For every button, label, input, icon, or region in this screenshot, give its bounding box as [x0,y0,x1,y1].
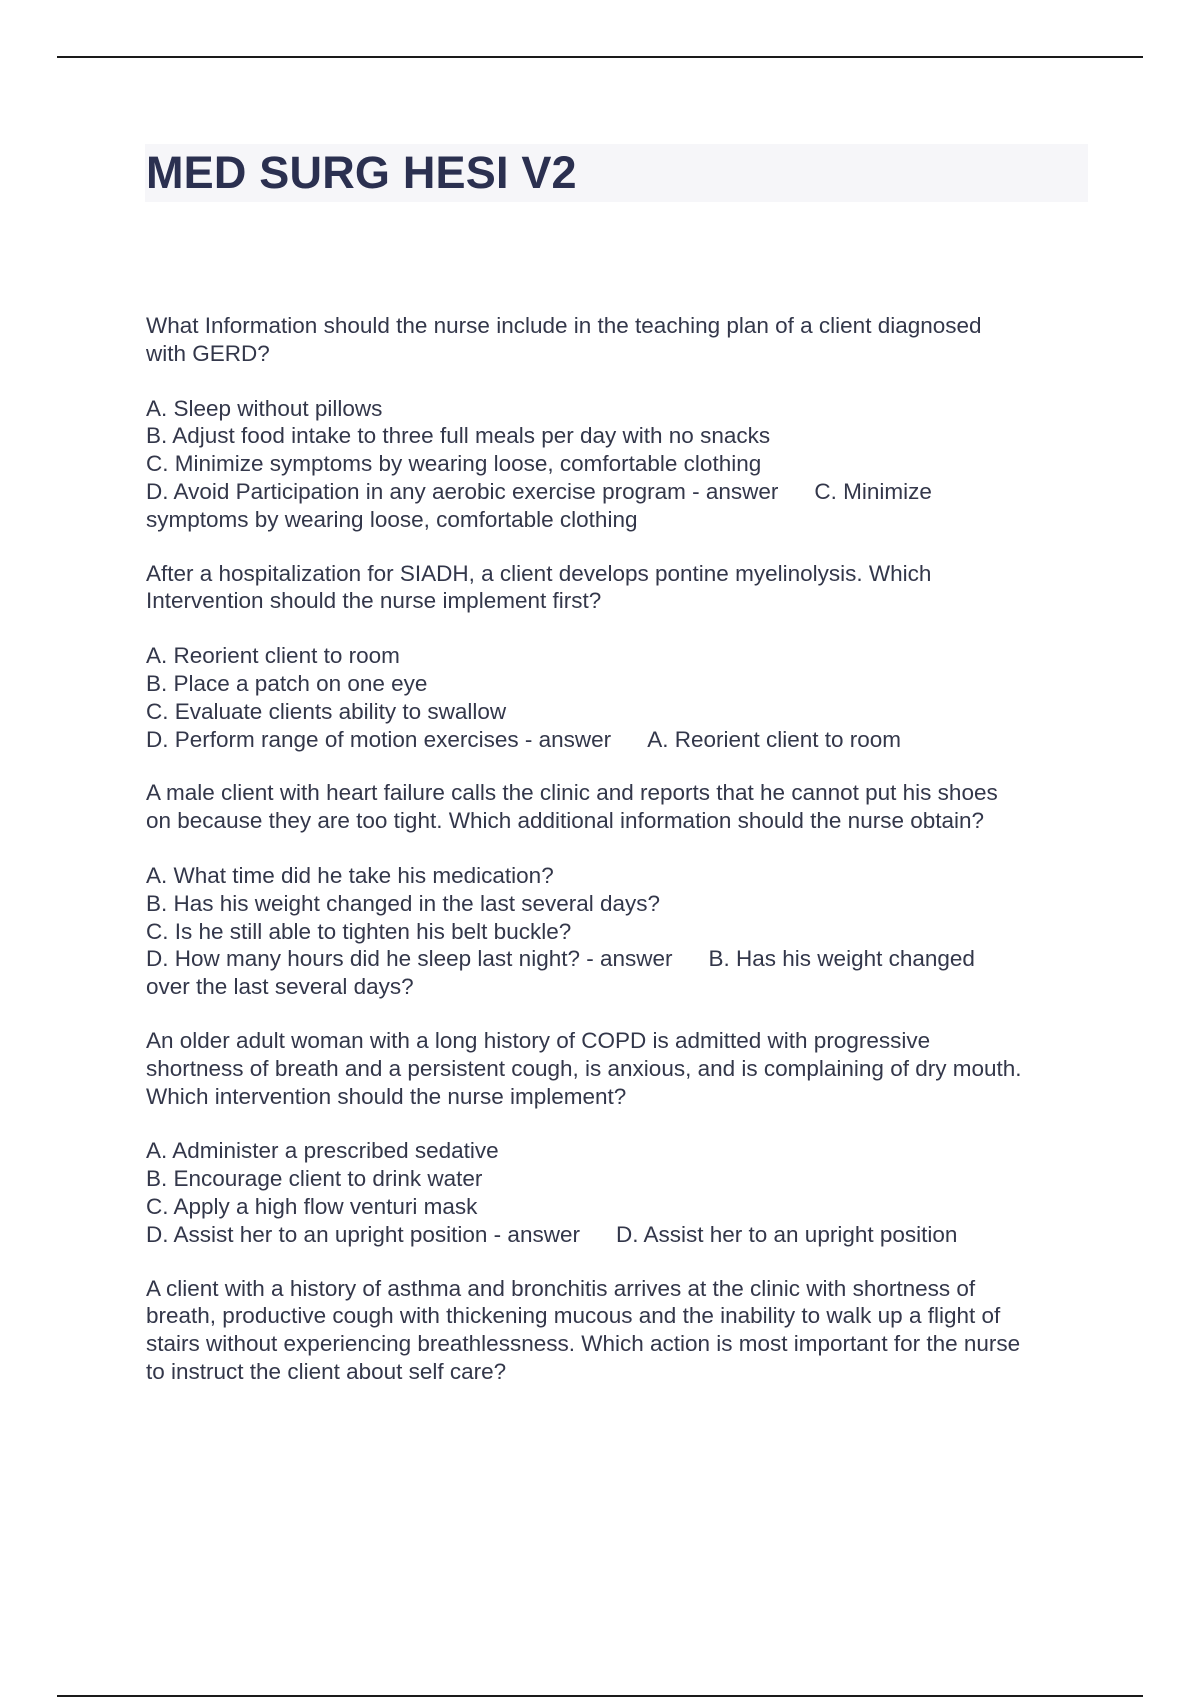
question-text: An older adult woman with a long history of COPD is admitted with progressive shortness of breath and a persistent cough, is anxious, and is complaining of dry mouth. Which intervention should the nurse implement? [146,1027,1022,1109]
answer-continuation: symptoms by wearing loose, comfortable clothing [146,506,638,532]
bottom-rule [57,1695,1143,1697]
question-text: A male client with heart failure calls the clinic and reports that he cannot put his shoes on because they are too tight. Which additional information should the nurse obtain? [146,780,998,834]
option-d: D. Perform range of motion exercises - answer [146,726,612,752]
option-list [146,862,1096,1001]
option-c: C. Minimize symptoms by wearing loose, comfortable clothing [146,451,762,477]
option-a: A. Reorient client to room [146,643,400,669]
answer-text: C. Minimize [814,478,932,504]
option-b: B. Adjust food intake to three full meals per day with no snacks [146,423,771,449]
option-c: C. Is he still able to tighten his belt buckle? [146,918,572,944]
top-rule [57,56,1143,58]
option-d-with-answer [146,1221,1096,1249]
option-d-with-answer [146,478,1096,506]
answer-continuation: over the last several days? [146,974,414,1000]
option-list [146,642,1096,753]
option-c: C. Evaluate clients ability to swallow [146,698,507,724]
option-b: B. Has his weight changed in the last several days? [146,890,661,916]
document-body [146,312,1096,1413]
answer-text: A. Reorient client to room [647,726,902,752]
answer-text: B. Has his weight changed [708,946,975,972]
option-b: B. Encourage client to drink water [146,1166,483,1192]
option-d: D. Assist her to an upright position - answer [146,1221,580,1247]
option-a: A. Sleep without pillows [146,395,383,421]
option-d: D. Avoid Participation in any aerobic exercise program - answer [146,478,779,504]
option-d: D. How many hours did he sleep last night? - answer [146,946,673,972]
option-d-with-answer [146,726,1096,754]
question-block-4 [146,1027,1096,1249]
document-title: MED SURG HESI V2 [146,147,577,198]
question-text: After a hospitalization for SIADH, a client develops pontine myelinolysis. Which Intervention should the nurse implement first? [146,560,932,614]
question-block-3 [146,779,1096,1001]
question-block-5 [146,1275,1096,1386]
question-text: A client with a history of asthma and bronchitis arrives at the clinic with shortness of breath, productive cough with thickening mucous and the inability to walk up a flight of stairs without experiencing breathlessness. Which action is most important for the nurse to instruct the client about self care? [146,1275,1021,1384]
option-a: A. Administer a prescribed sedative [146,1138,499,1164]
question-text: What Information should the nurse include in the teaching plan of a client diagnosed with GERD? [146,313,982,366]
answer-text: D. Assist her to an upright position [615,1221,958,1247]
option-c: C. Apply a high flow venturi mask [146,1193,478,1219]
option-list [146,395,1096,534]
option-b: B. Place a patch on one eye [146,670,428,696]
option-d-with-answer [146,945,1096,973]
option-a: A. What time did he take his medication? [146,862,554,888]
option-list [146,1137,1096,1248]
question-block-2 [146,560,1096,754]
question-block-1 [146,312,1096,534]
